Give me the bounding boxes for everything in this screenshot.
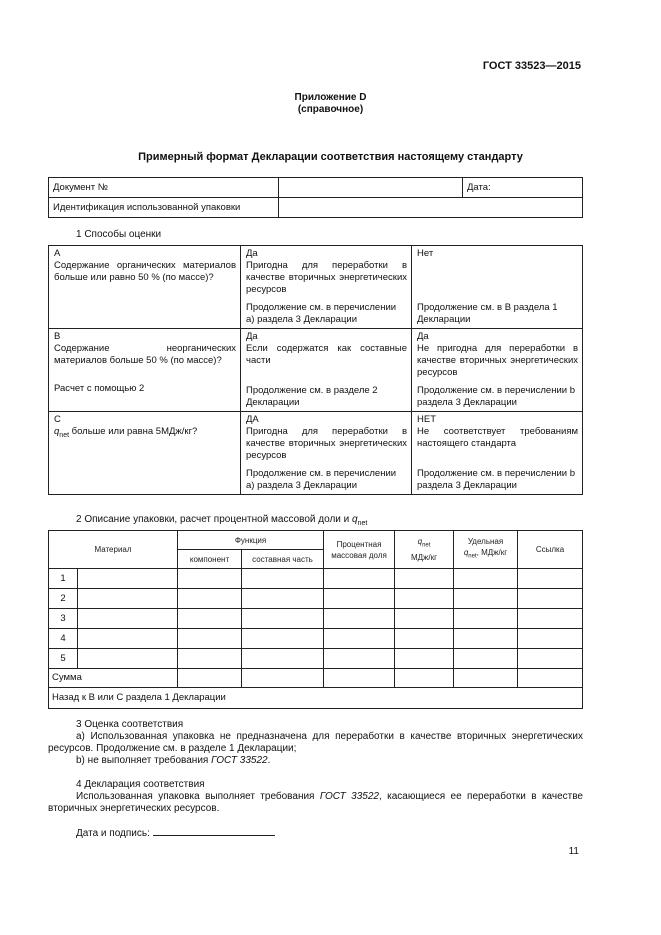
packaging-table — [48, 530, 583, 709]
row-extra: Расчет с помощью 2 — [54, 383, 145, 394]
no-text: Не пригодна для переработки в качестве вторичных энергетических ресурсов — [417, 343, 578, 378]
row-label: A — [54, 248, 61, 259]
yes-next: Продолжение см. в перечислении а) раздела 3 Декларации — [246, 468, 397, 491]
row-question: Содержание неорганических материалов больше 50 % (по массе)? — [54, 343, 236, 366]
page-number: 11 — [568, 846, 579, 857]
header-qnet: $q_{net}$ МДж/кг — [395, 531, 454, 569]
back-reference: Назад к B или C раздела 1 Декларации — [49, 688, 583, 709]
total-label: Сумма — [49, 669, 178, 688]
header-function: Функция — [178, 531, 324, 550]
header-percent: Процентная массовая доля — [324, 531, 395, 569]
no-next: Продолжение см. в перечислении b раздела 3 Декларации — [417, 468, 576, 491]
yes-head: Да — [246, 248, 258, 259]
no-head: Нет — [417, 248, 434, 259]
table-row — [49, 569, 583, 589]
section1-title: 1 Способы оценки — [76, 229, 162, 240]
no-next: Продолжение см. в B раздела 1 Декларации — [417, 302, 558, 325]
yes-text: Пригодна для переработки в качестве вторичных энергетических ресурсов — [246, 260, 407, 295]
header-component: компонент — [178, 550, 242, 569]
no-head: Да — [417, 331, 429, 342]
assessment-table — [48, 245, 583, 495]
yes-text: Если содержатся как составные части — [246, 343, 407, 366]
total-row — [49, 669, 583, 688]
section3-title: 3 Оценка соответствия — [76, 719, 184, 730]
assessment-row-a — [49, 246, 583, 329]
table-row — [49, 629, 583, 649]
row-label: B — [54, 331, 61, 342]
appendix-heading — [0, 92, 661, 116]
row-number: 3 — [49, 609, 78, 629]
row-number: 4 — [49, 629, 78, 649]
table-row — [49, 589, 583, 609]
signature-field[interactable] — [153, 826, 275, 836]
row-number: 5 — [49, 649, 78, 669]
signature-line — [76, 826, 275, 840]
section4-title: 4 Декларация соответствия — [76, 779, 205, 790]
yes-head: Да — [246, 331, 258, 342]
appendix-title: Приложение D — [294, 92, 367, 103]
main-title: Примерный формат Декларации соответствия настоящему стандарту — [138, 151, 523, 163]
appendix-subtitle: (справочное) — [297, 104, 364, 115]
doc-number-label: Документ № — [49, 178, 279, 198]
no-text: Не соответствует требованиям настоящего стандарта — [417, 426, 578, 449]
yes-next: Продолжение см. в перечислении а) раздела 3 Декларации — [246, 302, 397, 325]
assessment-row-c — [49, 412, 583, 495]
row-question: $q_{net}$ больше или равна 5МДж/кг? — [54, 426, 198, 439]
table-row — [49, 609, 583, 629]
packaging-id-field[interactable] — [279, 198, 583, 218]
section4-text: Использованная упаковка выполняет требования ГОСТ 33522, касающиеся ее переработки в качестве вторичных энергетических ресурсов. — [48, 791, 583, 814]
document-info-table — [48, 177, 583, 218]
packaging-id-label: Идентификация использованной упаковки — [49, 198, 279, 218]
header-material: Материал — [49, 531, 178, 569]
assessment-row-b — [49, 329, 583, 412]
header-reference: Ссылка — [518, 531, 583, 569]
table-row — [49, 649, 583, 669]
header-specific-qnet: Удельная $q_{net}$, МДж/кг — [454, 531, 518, 569]
yes-text: Пригодна для переработки в качестве вторичных энергетических ресурсов — [246, 426, 407, 461]
back-row — [49, 688, 583, 709]
no-next: Продолжение см. в перечислении b раздела 3 Декларации — [417, 385, 576, 408]
signature-label: Дата и подпись: — [76, 828, 150, 839]
row-question: Содержание органических материалов больше или равно 50 % (по массе)? — [54, 260, 236, 283]
row-number: 2 — [49, 589, 78, 609]
date-field[interactable]: Дата: — [463, 178, 583, 198]
header-part: составная часть — [242, 550, 324, 569]
row-label: C — [54, 414, 61, 425]
section3-item-a: а) Использованная упаковка не предназначена для переработки в качестве вторичных энергетических ресурсов. Продолжение см. в разделе 1 Декларации; — [48, 731, 583, 754]
standard-number: ГОСТ 33523—2015 — [482, 60, 581, 72]
section2-title: 2 Описание упаковки, расчет процентной массовой доли и $q_{net}$ — [76, 514, 368, 527]
yes-next: Продолжение см. в разделе 2 Декларации — [246, 385, 378, 408]
row-number: 1 — [49, 569, 78, 589]
yes-head: ДА — [246, 414, 259, 425]
no-head: НЕТ — [417, 414, 436, 425]
doc-number-field[interactable] — [279, 178, 463, 198]
section3-item-b: b) не выполняет требования ГОСТ 33522. — [76, 755, 271, 766]
